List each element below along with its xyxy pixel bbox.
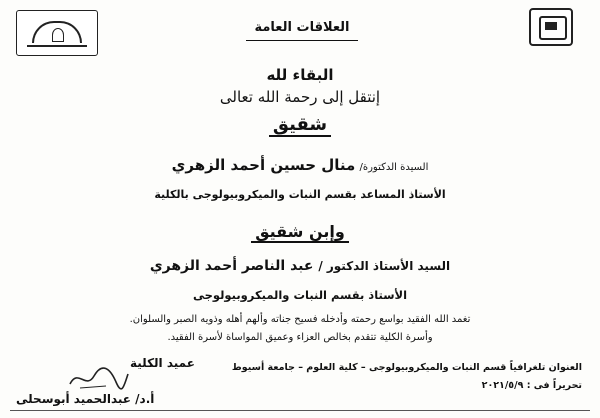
person-2-position: الأستاذ بقسم النبات والميكروبيولوجى	[192, 288, 408, 302]
dean-name: أ.د/ عبدالحميد أبوسحلى	[16, 392, 155, 406]
faculty-logo	[16, 10, 98, 56]
telegraphic-address	[232, 362, 582, 373]
dean-label: عميد الكلية	[130, 356, 195, 370]
department-header: العلاقات العامة	[254, 20, 350, 35]
person-1-position: الأستاذ المساعد بقسم النبات والميكروبيولوجى بالكلية	[154, 188, 446, 201]
relation-2-text: وإبن شقيق	[251, 222, 349, 243]
dome-icon	[32, 21, 82, 43]
relation-2-heading	[0, 222, 600, 241]
person-2-name: عبد الناصر أحمد الزهري	[149, 258, 314, 274]
date-label: تحريراً فى :	[526, 380, 582, 391]
prayer-line: تغمد الله الفقيد بواسع رحمته وأدخله فسيح جناته وألهم أهله وذويه الصبر والسلوان.	[129, 314, 471, 325]
opening-line: البقاء لله	[266, 66, 334, 84]
person-2-line	[0, 258, 600, 274]
relation-1-text: شقيق	[269, 114, 331, 137]
bottom-divider	[10, 410, 590, 411]
relation-1-heading	[0, 114, 600, 135]
passed-away-line: إنتقل إلى رحمة الله تعالى	[219, 88, 381, 106]
seal-icon	[529, 8, 573, 46]
university-seal	[516, 8, 586, 60]
address-label: العنوان تلغرافياً	[509, 362, 582, 373]
person-1-title: السيدة الدكتورة/	[359, 162, 429, 173]
person-1-name: منال حسين أحمد الزهري	[171, 156, 356, 174]
date-value: ٢٠٢١/٥/٩	[481, 380, 524, 391]
address-value: قسم النبات والميكروبيولوجى – كلية العلوم – جامعة أسيوط	[231, 362, 507, 373]
header-divider	[246, 40, 358, 41]
person-1-line	[0, 156, 600, 174]
condolence-line: وأسرة الكلية تتقدم بخالص العزاء وعميق المواساة لأسرة الفقيد.	[167, 332, 433, 343]
person-2-title: السيد الأستاذ الدكتور /	[318, 259, 451, 273]
signature	[66, 364, 130, 392]
issue-date	[482, 380, 582, 391]
